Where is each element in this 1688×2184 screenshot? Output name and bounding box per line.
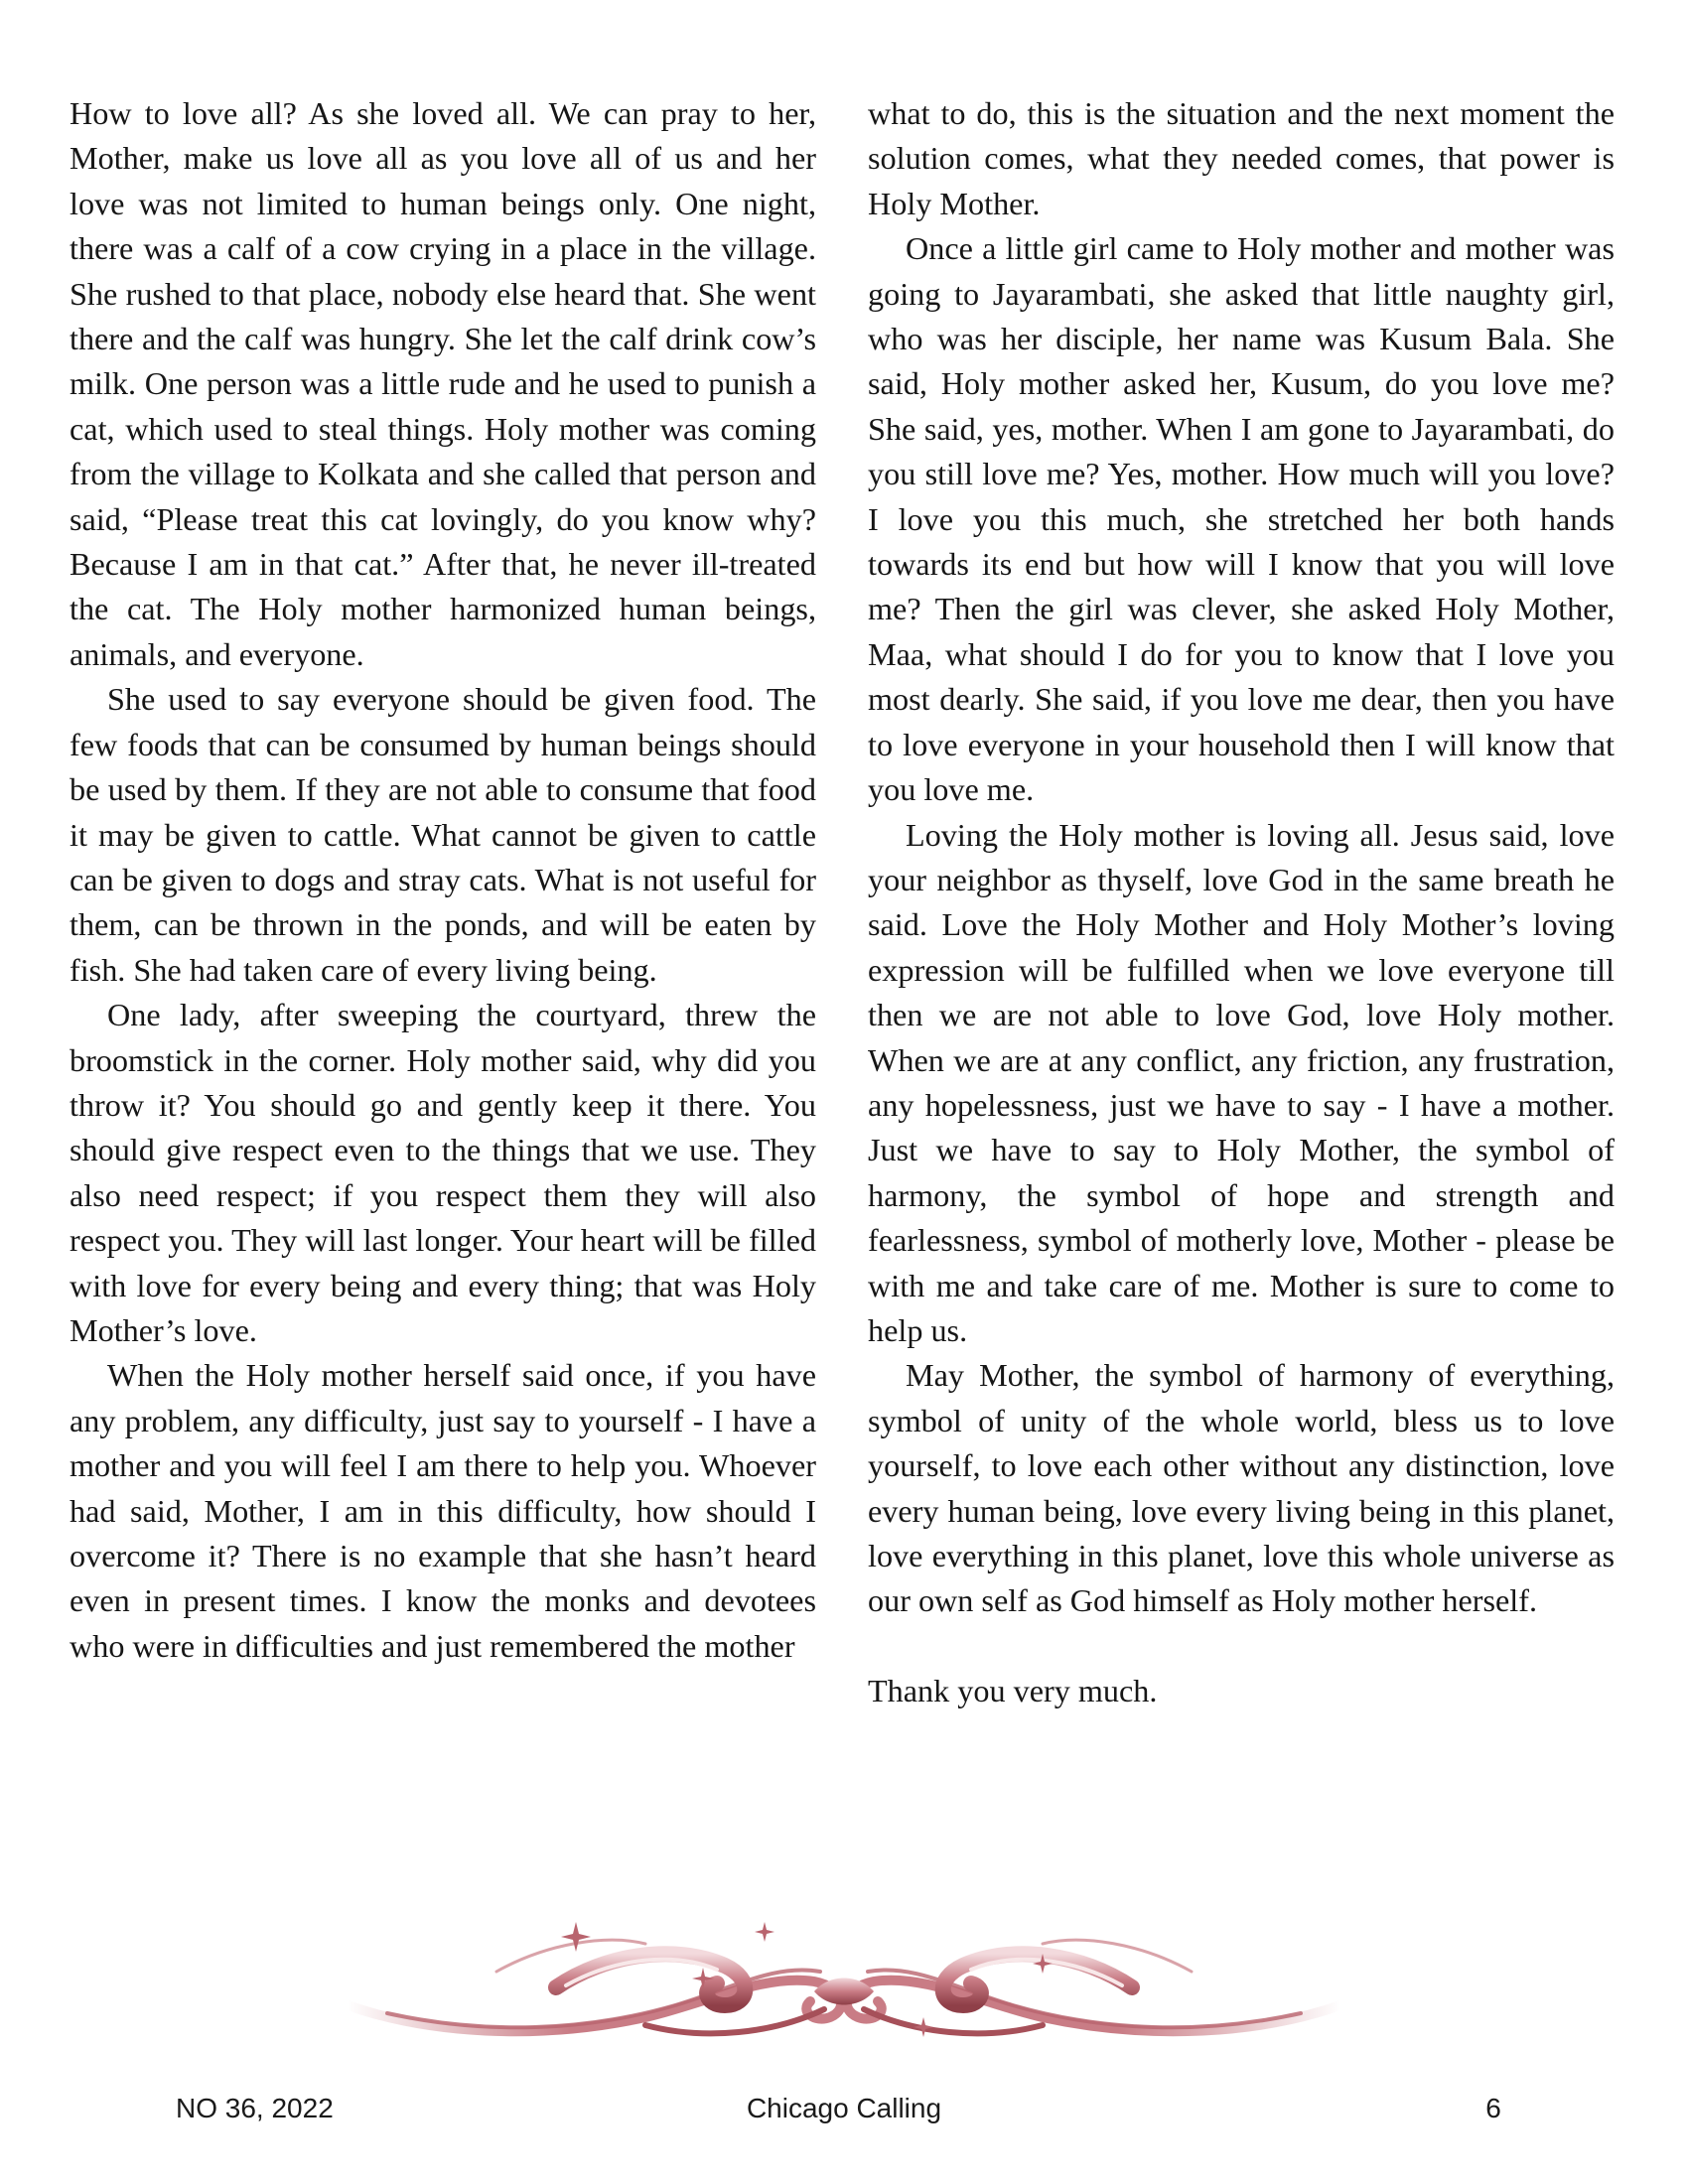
issue-label: NO 36, 2022 [176, 2093, 334, 2123]
paragraph: May Mother, the symbol of harmony of everything, symbol of unity of the whole world, bless us to love yourself, to love each other without any distinction, love every human being, love every living being in this planet, love everything in this planet, love this whole universe as our own self as God himself as Holy mother herself. [868, 1357, 1615, 1619]
paragraph: She used to say everyone should be given food. The few foods that can be consumed by human beings should be used by them. If they are not able to consume that food it may be given to cattle. What cannot be given to cattle can be given to dogs and stray cats. What is not useful for them, can be thrown in the ponds, and will be eaten by fish. She had taken care of every living being. [70, 681, 816, 988]
closing-line: Thank you very much. [868, 1673, 1158, 1709]
decorative-scroll-flourish-icon [348, 1914, 1340, 2055]
page-footer [0, 2093, 1688, 2132]
paragraph: One lady, after sweeping the courtyard, threw the broomstick in the corner. Holy mother said, why did you throw it? You should go and gently keep it there. You should give respect even to the things that we use. They also need respect; if you respect them they will also respect you. They will last longer. Your heart will be filled with love for every being and every thing; that was Holy Mother’s love. [70, 997, 816, 1348]
paragraph: Once a little girl came to Holy mother and mother was going to Jayarambati, she asked that little naughty girl, who was her disciple, her name was Kusum Bala. She said, Holy mother asked her, Kusum, do you love me? She said, yes, mother. When I am gone to Jayarambati, do you still love me? Yes, mother. How much will you love? I love you this much, she stretched her both hands towards its end but how will I know that you will love me? Then the girl was clever, she asked Holy Mother, Maa, what should I do for you to know that I love you most dearly. She said, if you love me dear, then you have to love everyone in your household then I will know that you love me. [868, 230, 1615, 808]
page-number: 6 [1485, 2093, 1501, 2123]
publication-title: Chicago Calling [746, 2093, 942, 2123]
article-right-column [868, 91, 1615, 1714]
paragraph: How to love all? As she loved all. We can pray to her, Mother, make us love all as you love all of us and her love was not limited to human beings only. One night, there was a calf of a cow crying in a place in the village. She rushed to that place, nobody else heard that. She went there and the calf was hungry. She let the calf drink cow’s milk. One person was a little rude and he used to punish a cat, which used to steal things. Holy mother was coming from the village to Kolkata and she called that person and said, “Please treat this cat lovingly, do you know why? Because I am in that cat.” After that, he never ill-treated the cat. The Holy mother harmonized human beings, animals, and everyone. [70, 95, 816, 672]
paragraph: When the Holy mother herself said once, if you have any problem, any difficulty, just say to yourself - I have a mother and you will feel I am there to help you. Whoever had said, Mother, I am in this difficulty, how should I overcome it? There is no example that she hasn’t heard even in present times. I know the monks and devotees who were in difficulties and just remembered the mother [70, 1357, 816, 1664]
paragraph: what to do, this is the situation and the next moment the solution comes, what they needed comes, that power is Holy Mother. [868, 95, 1615, 221]
paragraph: Loving the Holy mother is loving all. Jesus said, love your neighbor as thyself, love God in the same breath he said. Love the Holy Mother and Holy Mother’s loving expression will be fulfilled when we love everyone till then we are not able to love God, love Holy mother. When we are at any conflict, any friction, any frustration, any hopelessness, just we have to say - I have a mother. Just we have to say to Holy Mother, the symbol of harmony, the symbol of hope and strength and fearlessness, symbol of motherly love, Mother - please be with me and take care of me. Mother is sure to come to help us. [868, 816, 1615, 1348]
article-left-column [70, 91, 816, 1669]
